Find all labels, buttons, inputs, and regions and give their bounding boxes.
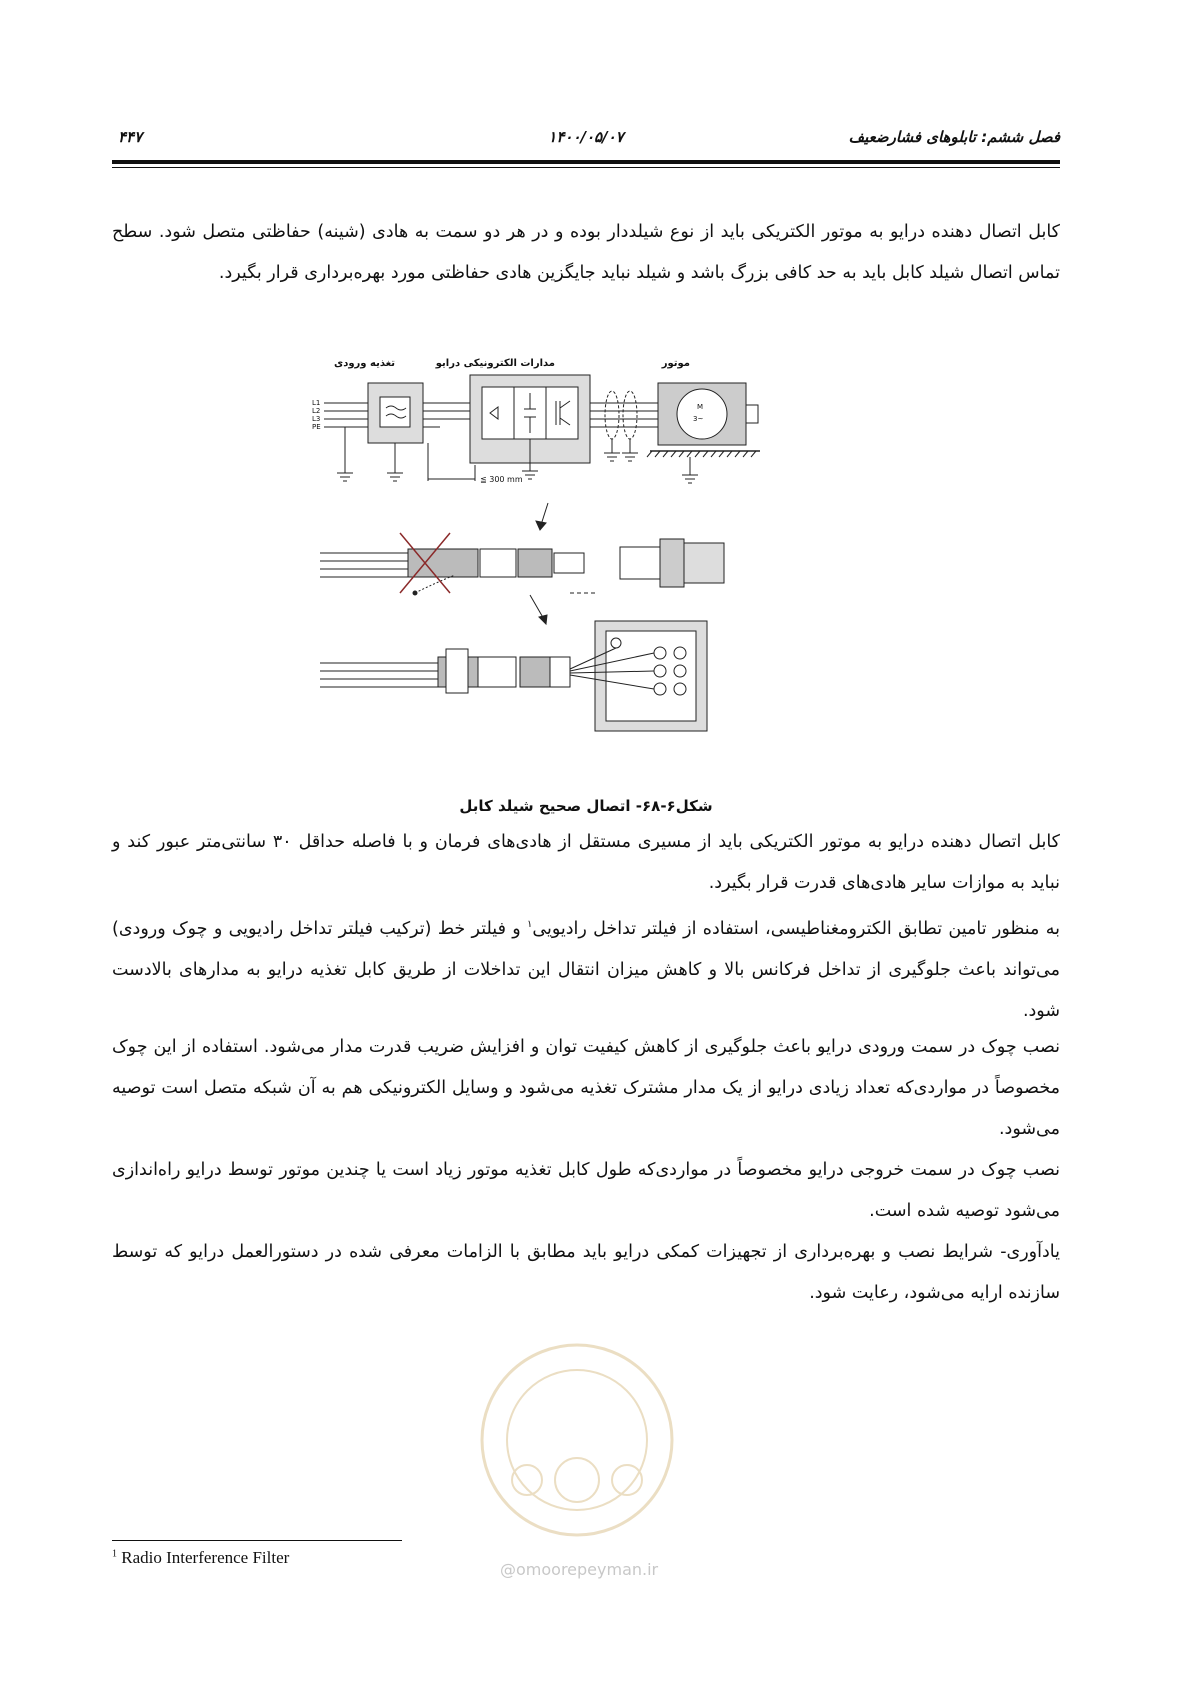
label-pe: PE xyxy=(312,423,321,431)
label-l2: L2 xyxy=(312,407,321,415)
label-drive-electronics: مدارات الکترونیکی درایو xyxy=(435,358,555,369)
paragraph-4: نصب چوک در سمت ورودی درایو باعث جلوگیری از کاهش کیفیت توان و افزایش ضریب قدرت مدار می‌شود. استفاده از این چوک مخصوصاً در مواردی‌که تعداد زیادی درایو از یک مدار مشترک تغذیه می‌شود و وسایل الکترونیکی هم به آن شبکه متصل است توصیه می‌شود. xyxy=(112,1037,1060,1139)
paragraph-3 xyxy=(112,904,1060,1032)
distance-label: ≦ 300 mm xyxy=(480,475,523,484)
footnote-number: 1 xyxy=(112,1548,117,1560)
chapter-title: فصل ششم: تابلوهای فشارضعیف xyxy=(848,128,1060,146)
header-rule-thin xyxy=(112,167,1060,168)
paragraph-2: کابل اتصال دهنده درایو به موتور الکتریکی باید از مسیری مستقل از هادی‌های فرمان و با فاصله حداقل ۳۰ سانتی‌متر عبور کند و نباید به موازات سایر هادی‌های قدرت قرار بگیرد. xyxy=(112,832,1060,893)
footnote-text: Radio Interference Filter xyxy=(121,1548,290,1567)
footnote-rule xyxy=(112,1540,402,1541)
motor-label-m: M xyxy=(697,403,704,411)
footnote-ref: ۱ xyxy=(527,919,533,930)
label-input-supply: تغذیه ورودی xyxy=(334,358,395,369)
label-l3: L3 xyxy=(312,415,321,423)
paragraph-3-rest: و فیلتر خط (ترکیب فیلتر تداخل رادیویی و چوک ورودی) می‌تواند باعث جلوگیری از تداخل فرکانس بالا و کاهش میزان انتقال این تداخلات از طریق کابل تغذیه درایو به مدارهای بالادست شود. xyxy=(112,918,1060,1021)
watermark-url: @omoorepeyman.ir xyxy=(500,1560,659,1579)
page-number: ۴۴۷ xyxy=(118,128,143,146)
paragraph-3-start: به منظور تامین تطابق الکترومغناطیسی، استفاده از فیلتر تداخل رادیویی xyxy=(532,918,1060,939)
motor-label-phase: 3~ xyxy=(693,415,704,423)
label-l1: L1 xyxy=(312,399,321,407)
paragraph-5: نصب چوک در سمت خروجی درایو مخصوصاً در مواردی‌که طول کابل تغذیه موتور زیاد است یا چندین موتور توسط درایو راه‌اندازی می‌شود توصیه شده است. xyxy=(112,1160,1060,1221)
page-header xyxy=(112,118,1060,156)
header-date: ۱۴۰۰/۰۵/۰۷ xyxy=(548,128,624,146)
header-rule-thick xyxy=(112,160,1060,164)
watermark-logo xyxy=(472,1330,682,1580)
figure-caption: شکل۶-۶۸- اتصال صحیح شیلد کابل xyxy=(459,797,713,815)
paragraph-6: یادآوری- شرایط نصب و بهره‌برداری از تجهیزات کمکی درایو باید مطابق با الزامات معرفی شده در دستورالعمل درایو که توسط سازنده ارایه می‌شود، رعایت شود. xyxy=(112,1242,1060,1303)
label-motor: موتور xyxy=(661,358,690,369)
paragraph-1: کابل اتصال دهنده درایو به موتور الکتریکی باید از نوع شیلددار بوده و در هر دو سمت به هادی (شینه) حفاظتی متصل شود. سطح تماس اتصال شیلد کابل باید به حد کافی بزرگ باشد و شیلد نباید جایگزین هادی حفاظتی مورد بهره‌برداری قرار بگیرد. xyxy=(112,222,1060,283)
cable-shield-figure xyxy=(312,353,880,803)
footnote xyxy=(112,1548,289,1568)
